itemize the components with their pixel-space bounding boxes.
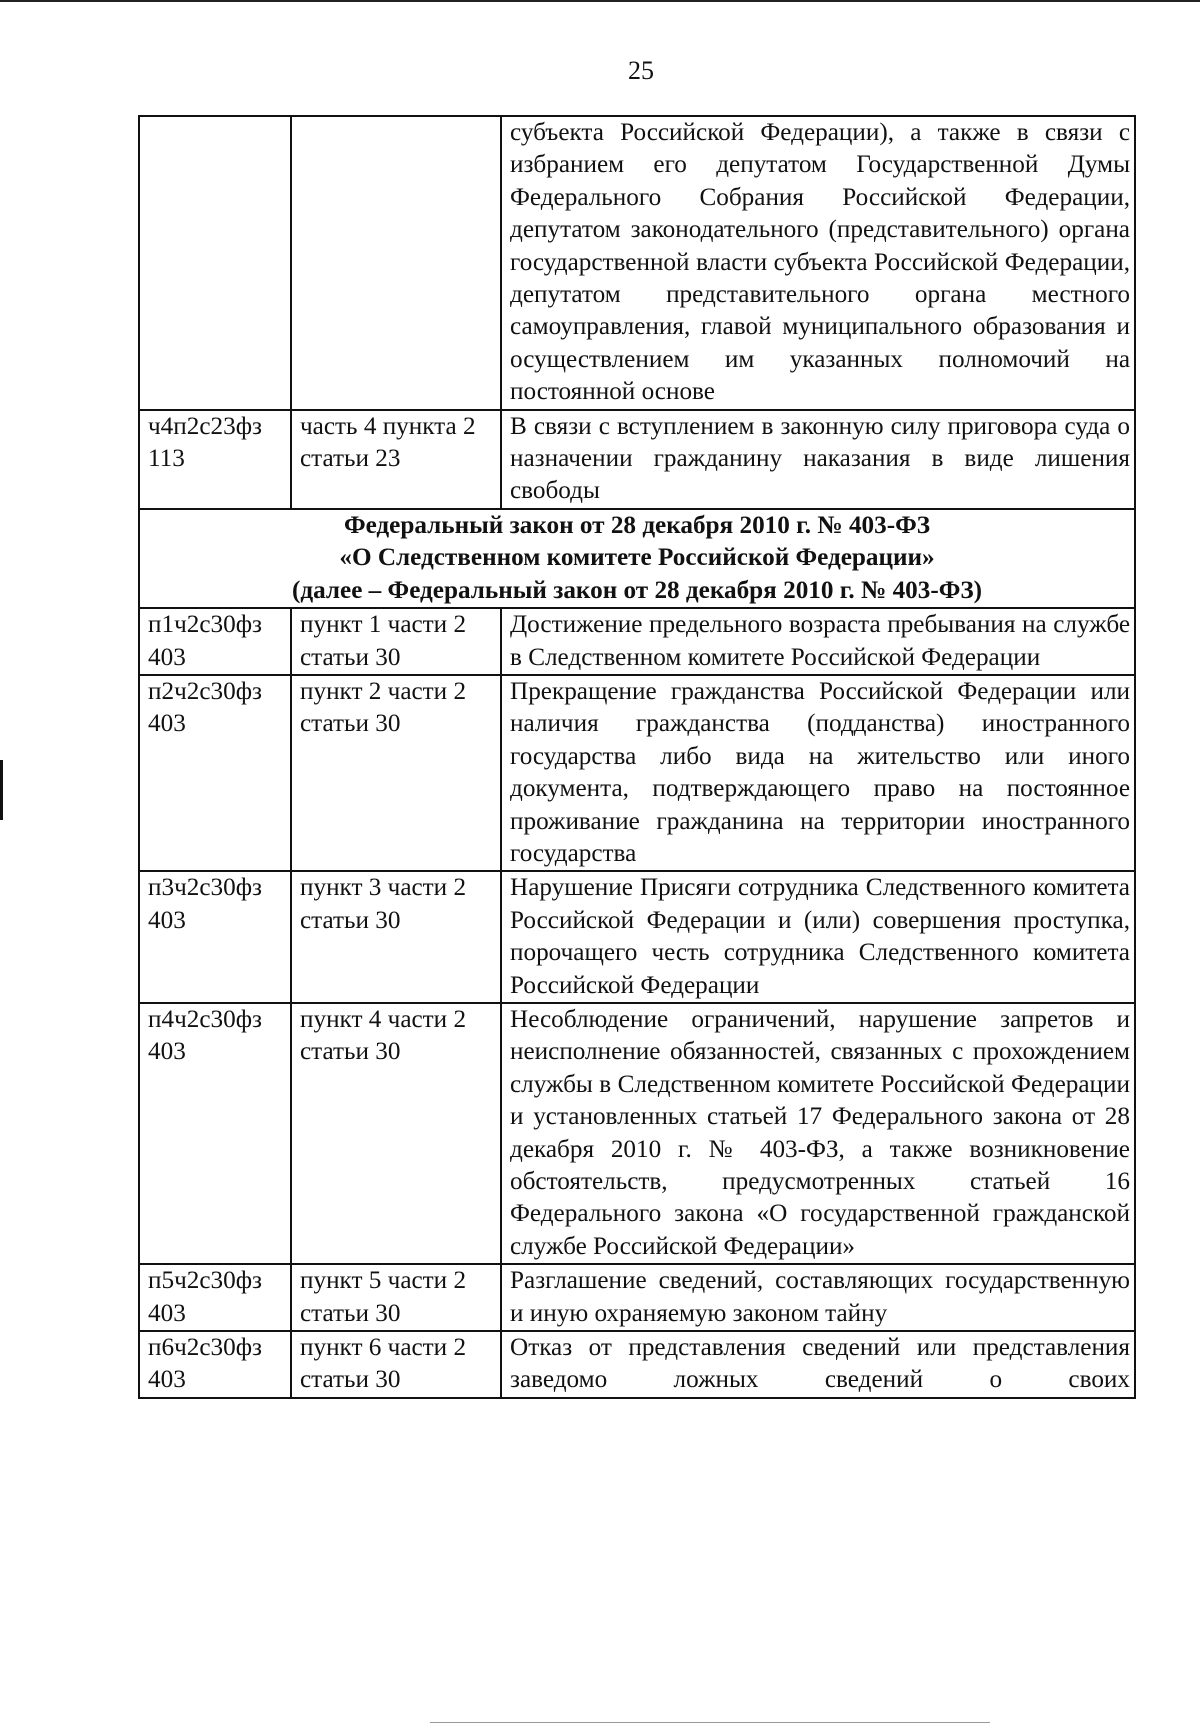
code-cell: п3ч2с30фз 403 xyxy=(139,871,291,1003)
section-heading-line-1: Федеральный закон от 28 декабря 2010 г. № 403-ФЗ xyxy=(343,511,931,539)
scan-edge-top xyxy=(0,0,1200,2)
table-row xyxy=(139,116,1135,410)
code-cell: п4ч2с30фз 403 xyxy=(139,1003,291,1264)
reference-cell: часть 4 пункта 2 статьи 23 xyxy=(291,410,501,509)
section-heading xyxy=(139,509,1135,608)
description-cell: Прекращение гражданства Российской Федерации или наличия гражданства (подданства) иностранного государства либо вида на жительство или иного документа, подтверждающего право на постоянное проживание гражданина на территории иностранного государства xyxy=(501,675,1135,871)
description-cell: Разглашение сведений, составляющих государственную и иную охраняемую законом тайну xyxy=(501,1264,1135,1331)
reference-cell: пункт 4 части 2 статьи 30 xyxy=(291,1003,501,1264)
page-number: 25 xyxy=(628,56,654,85)
section-heading-line-3: (далее – Федеральный закон от 28 декабря 2010 г. № 403-ФЗ) xyxy=(291,576,983,604)
code-cell: п2ч2с30фз 403 xyxy=(139,675,291,871)
table-row xyxy=(139,1003,1135,1264)
code-cell xyxy=(139,116,291,410)
reference-cell: пункт 6 части 2 статьи 30 xyxy=(291,1331,501,1398)
code-cell: п5ч2с30фз 403 xyxy=(139,1264,291,1331)
reference-cell xyxy=(291,116,501,410)
scan-edge-bottom xyxy=(430,1722,990,1723)
description-cell: субъекта Российской Федерации), а также в связи с избранием его депутатом Государственной Думы Федерального Собрания Российской Федерации, депутатом законодательного (представительного) органа государственной власти субъекта Российской Федерации, депутатом представительного органа местного самоуправления, главой муниципального образования и осуществлением им указанных полномочий на постоянной основе xyxy=(501,116,1135,410)
code-cell: ч4п2с23фз 113 xyxy=(139,410,291,509)
description-cell: В связи с вступлением в законную силу приговора суда о назначении гражданину наказания в виде лишения свободы xyxy=(501,410,1135,509)
section-heading-row xyxy=(139,509,1135,608)
table-row xyxy=(139,1264,1135,1331)
reference-cell: пункт 3 части 2 статьи 30 xyxy=(291,871,501,1003)
description-cell: Нарушение Присяги сотрудника Следственного комитета Российской Федерации и (или) совершения проступка, порочащего честь сотрудника Следственного комитета Российской Федерации xyxy=(501,871,1135,1003)
legal-code-table xyxy=(138,115,1136,1399)
section-heading-line-2: «О Следственном комитете Российской Федерации» xyxy=(339,544,935,572)
reference-cell: пункт 2 части 2 статьи 30 xyxy=(291,675,501,871)
table-row xyxy=(139,871,1135,1003)
reference-cell: пункт 5 части 2 статьи 30 xyxy=(291,1264,501,1331)
code-cell: п1ч2с30фз 403 xyxy=(139,608,291,675)
description-cell: Достижение предельного возраста пребывания на службе в Следственном комитете Российской Федерации xyxy=(501,608,1135,675)
table-row xyxy=(139,1331,1135,1398)
scan-mark xyxy=(0,760,3,820)
table-row xyxy=(139,608,1135,675)
description-cell: Отказ от представления сведений или представления заведомо ложных сведений о своих xyxy=(501,1331,1135,1398)
code-cell: п6ч2с30фз 403 xyxy=(139,1331,291,1398)
reference-cell: пункт 1 части 2 статьи 30 xyxy=(291,608,501,675)
description-cell: Несоблюдение ограничений, нарушение запретов и неисполнение обязанностей, связанных с прохождением службы в Следственном комитете Российской Федерации и установленных статьей 17 Федерального закона от 28 декабря 2010 г. № 403-ФЗ, а также возникновение обстоятельств, предусмотренных статьей 16 Федерального закона «О государственной гражданской службе Российской Федерации» xyxy=(501,1003,1135,1264)
table-row xyxy=(139,675,1135,871)
table-row xyxy=(139,410,1135,509)
